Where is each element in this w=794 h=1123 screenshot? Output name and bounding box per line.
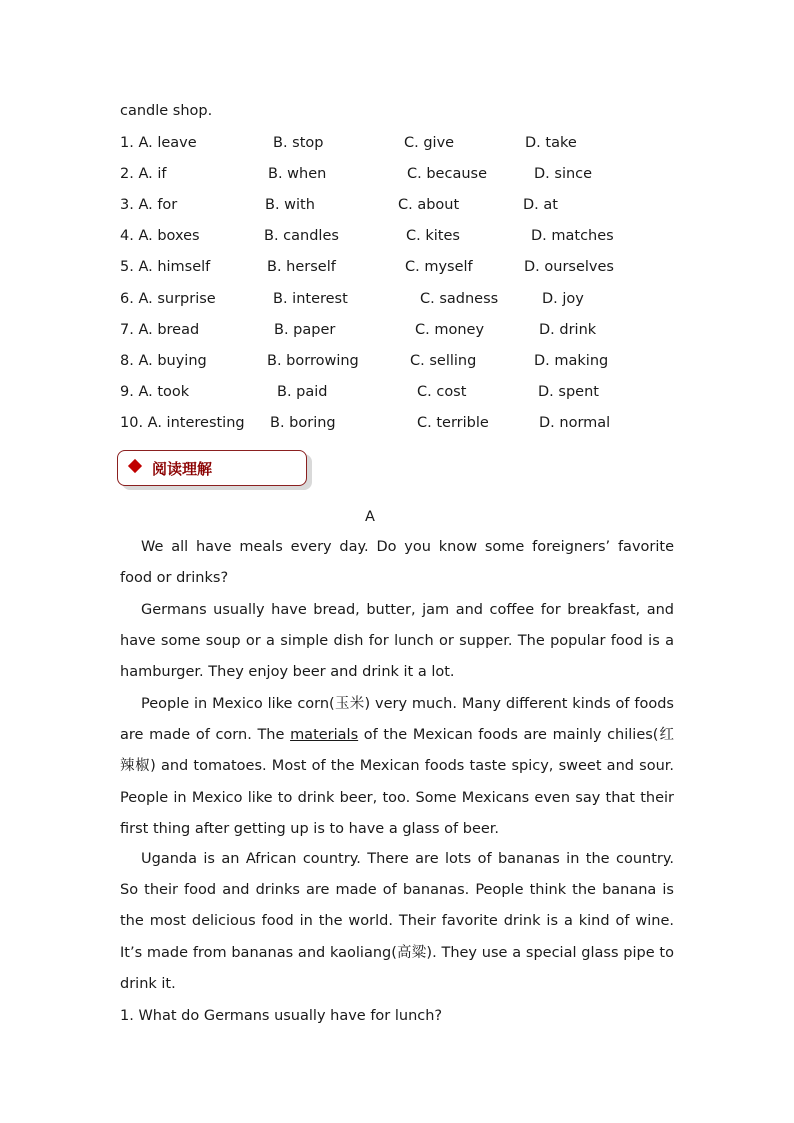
option-b: B. interest	[273, 291, 348, 307]
option-d: D. at	[523, 197, 558, 213]
option-c: C. myself	[405, 259, 473, 275]
option-d: D. ourselves	[524, 259, 614, 275]
paragraph-text: of the Mexican foods are mainly chilies(红辣椒) and tomatoes. Most of the Mexican foods taste spicy, sweet and sour. People in Mexico like to drink beer, too. Some Mexicans even say that their first thing after getting up is to have a glass of beer.	[120, 727, 674, 837]
option-c: C. money	[415, 322, 485, 338]
option-b: B. with	[265, 197, 315, 213]
option-d: D. making	[534, 353, 609, 369]
passage-label: A	[365, 509, 375, 525]
option-a: 5. A. himself	[120, 259, 211, 275]
option-d: D. matches	[531, 228, 614, 244]
option-b: B. stop	[273, 135, 324, 151]
option-d: D. spent	[538, 384, 599, 400]
question-text: 1. What do Germans usually have for lunch?	[120, 1008, 443, 1024]
option-b: B. when	[268, 166, 327, 182]
option-a: 1. A. leave	[120, 135, 197, 151]
underlined-word: materials	[290, 727, 359, 744]
option-a: 8. A. buying	[120, 353, 207, 369]
option-b: B. boring	[270, 415, 336, 431]
intro-fragment: candle shop.	[120, 103, 213, 119]
section-header	[117, 450, 307, 486]
option-a: 3. A. for	[120, 197, 178, 213]
option-c: C. cost	[417, 384, 467, 400]
option-b: B. candles	[264, 228, 339, 244]
option-a: 10. A. interesting	[120, 415, 245, 431]
passage-paragraph	[120, 595, 674, 689]
paragraph-text: People in Mexico like corn(玉米) very much. Many different kinds of foods are made of corn. The	[120, 696, 674, 744]
option-c: C. because	[407, 166, 487, 182]
passage-paragraph	[120, 532, 674, 594]
option-c: C. selling	[410, 353, 477, 369]
option-b: B. paper	[274, 322, 336, 338]
paragraph-text: We all have meals every day. Do you know some foreigners’ favorite food or drinks?	[120, 539, 674, 587]
option-a: 7. A. bread	[120, 322, 200, 338]
option-a: 2. A. if	[120, 166, 167, 182]
option-c: C. terrible	[417, 415, 489, 431]
option-b: B. herself	[267, 259, 336, 275]
option-d: D. since	[534, 166, 593, 182]
option-a: 9. A. took	[120, 384, 190, 400]
option-a: 4. A. boxes	[120, 228, 200, 244]
option-b: B. borrowing	[267, 353, 359, 369]
option-c: C. give	[404, 135, 455, 151]
section-title: 阅读理解	[152, 460, 213, 478]
option-c: C. kites	[406, 228, 460, 244]
paragraph-text: Germans usually have bread, butter, jam and coffee for breakfast, and have some soup or a simple dish for lunch or supper. The popular food is a hamburger. They enjoy beer and drink it a lot.	[120, 602, 674, 681]
option-c: C. sadness	[420, 291, 499, 307]
paragraph-text: Uganda is an African country. There are lots of bananas in the country. So their food and drinks are made of bananas. People think the banana is the most delicious food in the world. Their favorite drink is a kind of wine. It’s made from bananas and kaoliang(高粱). They use a special glass pipe to drink it.	[120, 851, 674, 992]
passage-paragraph	[120, 689, 674, 845]
option-d: D. drink	[539, 322, 597, 338]
option-b: B. paid	[277, 384, 328, 400]
option-d: D. normal	[539, 415, 611, 431]
option-a: 6. A. surprise	[120, 291, 216, 307]
option-d: D. joy	[542, 291, 584, 307]
passage-paragraph	[120, 844, 674, 1000]
option-c: C. about	[398, 197, 460, 213]
option-d: D. take	[525, 135, 577, 151]
diamond-icon	[128, 459, 142, 473]
